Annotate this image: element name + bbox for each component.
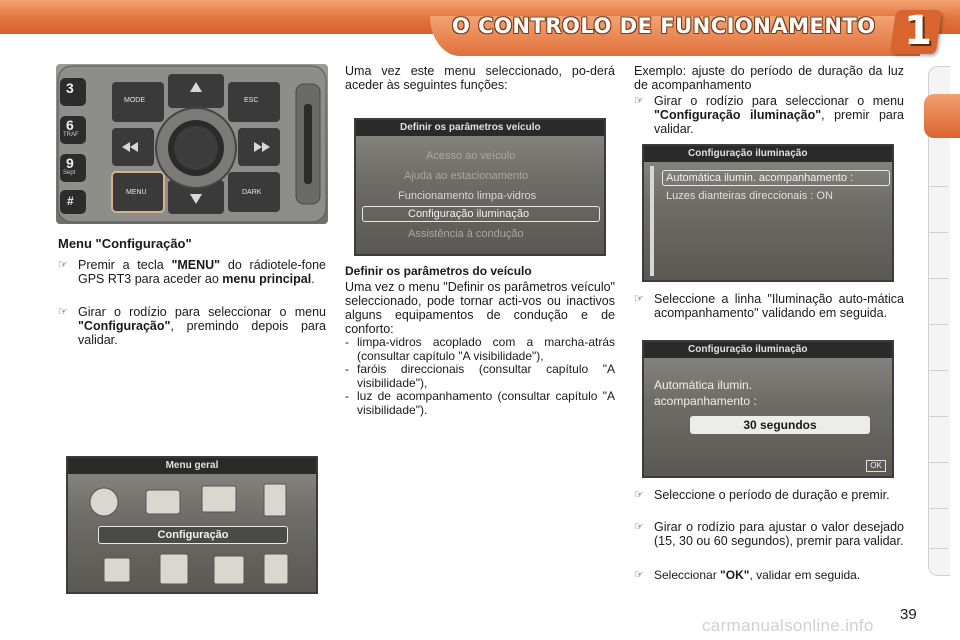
duration-value: 30 segundos: [743, 418, 817, 432]
tab-divider: [930, 370, 948, 371]
bullet-text: Premir a tecla "MENU" do rádiotele-fone GPS RT3 para aceder ao menu principal.: [78, 258, 326, 286]
chapter-number: 1: [904, 8, 932, 54]
dash-item-1: - limpa-vidros acoplado com a marcha-atrás (consultar capítulo "A visibilidade"),: [345, 335, 615, 363]
button-9-label: 9: [66, 155, 74, 171]
button-hash-label: #: [67, 194, 74, 208]
selected-menu-label: Configuração: [157, 529, 229, 541]
screen-item: Configuração iluminação: [408, 208, 530, 220]
pointing-hand-icon: ☞: [634, 569, 644, 581]
col3-bullet-1: [634, 94, 904, 136]
screen-item: Funcionamento limpa-vidros: [398, 190, 537, 202]
button-3-label: 3: [66, 80, 74, 96]
vehicle-params-screen: [354, 118, 606, 256]
screen-line-1: Automática ilumin. acompanhamento :: [666, 172, 854, 184]
screen-title: Configuração iluminação: [644, 146, 892, 162]
dark-button-label: DARK: [242, 189, 262, 196]
menu-geral-screen: [66, 456, 318, 594]
col3-bullet-5: [634, 568, 904, 586]
menu-config-heading: Menu "Configuração": [58, 236, 192, 251]
dash-item-2: - faróis direccionais (consultar capítulo "A visibilidade"),: [345, 362, 615, 390]
button-6-label: 6: [66, 117, 74, 133]
esc-button-label: ESC: [244, 97, 259, 104]
button-6-sub: TRAF: [63, 132, 79, 138]
lighting-config-screen-2: [642, 340, 894, 478]
col2-paragraph: Uma vez o menu "Definir os parâmetros veículo" seleccionado, pode tornar acti-vos ou inactivos alguns equipamentos de condução e de conforto:: [345, 280, 615, 336]
screen-line-2: Luzes dianteiras direccionais : ON: [666, 190, 833, 202]
bullet-text: Seleccione a linha "Iluminação auto-mática acompanhamento" validando em seguida.: [654, 292, 904, 320]
tab-divider: [930, 548, 948, 549]
screen-title: Menu geral: [68, 458, 316, 474]
col1-bullet-1: [58, 258, 326, 300]
ok-button-label: OK: [866, 460, 886, 472]
col1-bullet-2: [58, 305, 326, 347]
pointing-hand-icon: ☞: [634, 95, 644, 107]
dash-item-3: - luz de acompanhamento (consultar capítulo "A visibilidade").: [345, 389, 615, 417]
control-panel-illustration: [56, 64, 328, 224]
tab-divider: [930, 416, 948, 417]
radio-control-panel-photo: [56, 64, 328, 224]
col3-bullet-3: [634, 488, 904, 518]
bullet-text: Seleccione o período de duração e premir.: [654, 488, 890, 502]
active-chapter-tab: [924, 94, 960, 138]
lighting-config-screen-1: [642, 144, 894, 282]
tab-divider: [930, 508, 948, 509]
screen-scrollbar: [650, 166, 654, 276]
button-9-sub: Sept: [63, 170, 76, 176]
page-number: 39: [900, 606, 917, 623]
tab-divider: [930, 324, 948, 325]
page-header: [0, 0, 960, 56]
vehicle-params-heading: Definir os parâmetros do veículo: [345, 264, 532, 278]
bullet-text: Girar o rodízio para seleccionar o menu "Configuração iluminação", premir para validar.: [654, 94, 904, 136]
tab-divider: [930, 278, 948, 279]
screen-title: Definir os parâmetros veículo: [356, 120, 604, 136]
tab-divider: [930, 186, 948, 187]
pointing-hand-icon: ☞: [634, 293, 644, 305]
pointing-hand-icon: ☞: [58, 306, 68, 318]
mode-button-label: MODE: [124, 97, 145, 104]
pointing-hand-icon: ☞: [634, 521, 644, 533]
col3-bullet-2: [634, 292, 904, 334]
col2-intro: Uma vez este menu seleccionado, po-derá aceder às seguintes funções:: [345, 64, 615, 92]
menu-button-label: MENU: [126, 189, 147, 196]
screen-line-2: acompanhamento :: [654, 394, 757, 408]
page-title: O CONTROLO DE FUNCIONAMENTO: [452, 14, 876, 38]
dash-text: limpa-vidros acoplado com a marcha-atrás (consultar capítulo "A visibilidade"),: [357, 335, 615, 363]
pointing-hand-icon: ☞: [634, 489, 644, 501]
bullet-text: Girar o rodízio para seleccionar o menu "Configuração", premindo depois para validar.: [78, 305, 326, 347]
tab-divider: [930, 232, 948, 233]
bullet-text: Girar o rodízio para ajustar o valor desejado (15, 30 ou 60 segundos), premir para validar.: [654, 520, 904, 548]
dash-text: faróis direccionais (consultar capítulo "A visibilidade"),: [357, 362, 615, 390]
col3-intro: Exemplo: ajuste do período de duração da luz de acompanhamento: [634, 64, 904, 92]
tab-divider: [930, 462, 948, 463]
chapter-tabs: [928, 66, 950, 576]
pointing-hand-icon: ☞: [58, 259, 68, 271]
screen-line-1: Automática ilumin.: [654, 378, 753, 392]
site-watermark: carmanualsonline.info: [702, 616, 874, 635]
col3-bullet-4: [634, 520, 904, 562]
bullet-text: Seleccionar "OK", validar em seguida.: [654, 568, 861, 582]
screen-item: Assistência à condução: [408, 228, 524, 240]
screen-title: Configuração iluminação: [644, 342, 892, 358]
dash-text: luz de acompanhamento (consultar capítulo "A visibilidade").: [357, 389, 615, 417]
screen-item: Ajuda ao estacionamento: [404, 170, 529, 182]
screen-item: Acesso ao veículo: [426, 150, 516, 162]
